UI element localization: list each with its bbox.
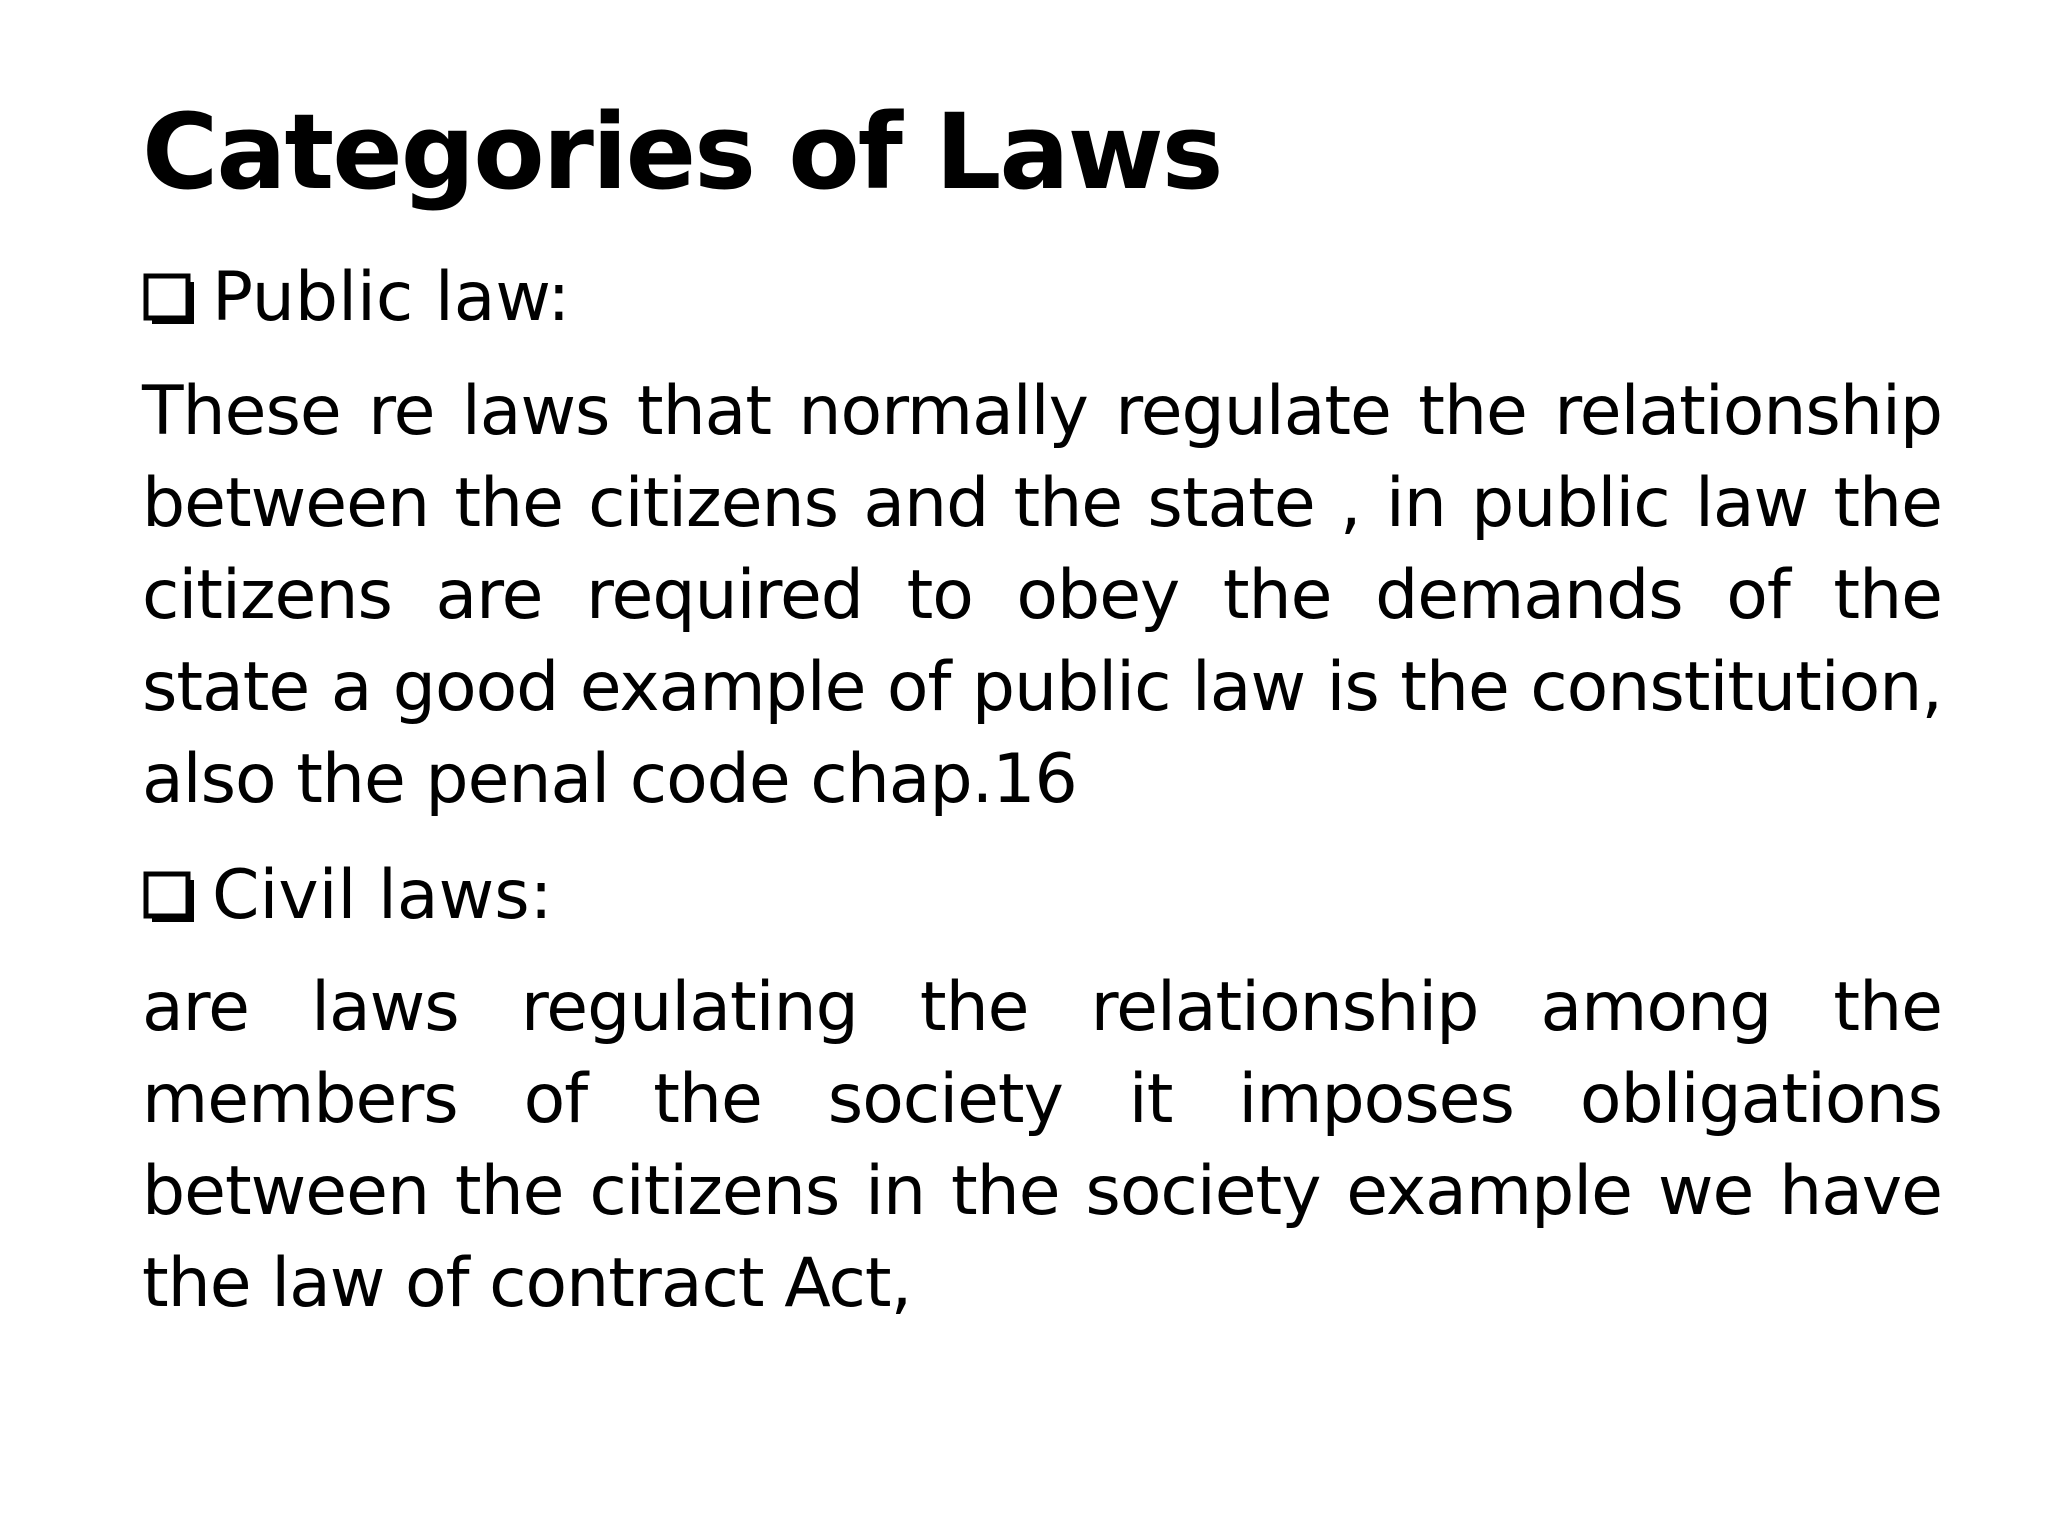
slide-title: Categories of Laws <box>142 91 1222 213</box>
section-body-public-law: These re laws that normally regulate the relationship between the citizens and the state , in public law the citizens are required to obey the demands of the state a good example of public law is the constitution, also the penal code chap.16 <box>142 372 1942 819</box>
section-heading-civil-laws <box>142 856 553 936</box>
section-body-civil-laws: are laws regulating the relationship among the members of the society it imposes obligations between the citizens in the society example we have the law of contract Act, <box>142 968 1942 1323</box>
checkbox-square-icon <box>142 870 202 930</box>
section-heading-public-law <box>142 258 570 338</box>
checkbox-square-icon <box>142 272 202 332</box>
section-heading-label: Public law: <box>212 258 571 337</box>
section-heading-label: Civil laws: <box>212 856 553 935</box>
